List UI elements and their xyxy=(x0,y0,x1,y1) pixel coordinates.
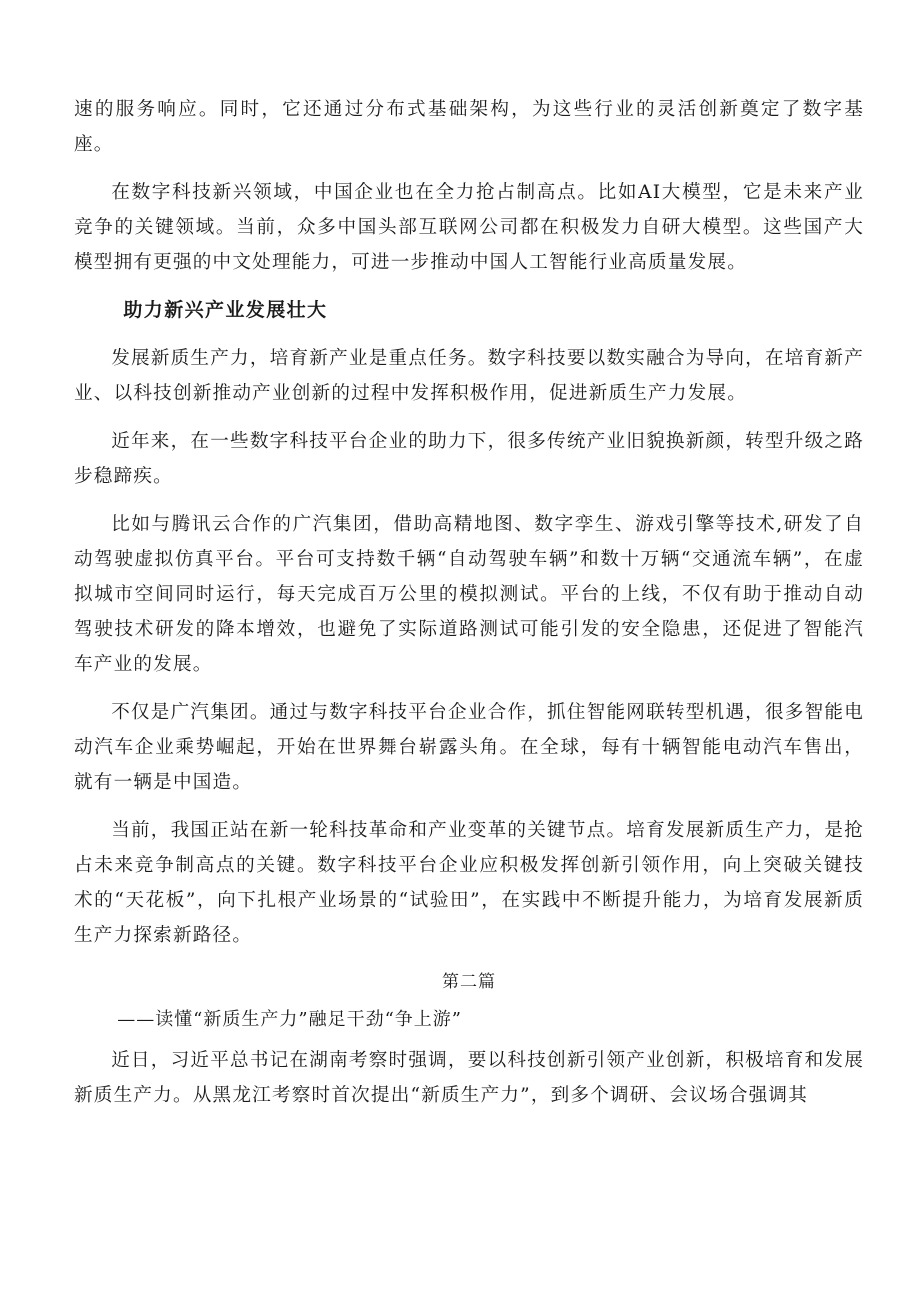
paragraph: 近日，习近平总书记在湖南考察时强调，要以科技创新引领产业创新，积极培育和发展新质生产力。从黑龙江考察时首次提出“新质生产力”，到多个调研、会议场合强调其 xyxy=(74,1050,864,1106)
document-page xyxy=(74,92,864,1126)
paragraph: 比如与腾讯云合作的广汽集团，借助高精地图、数字孪生、游戏引擎等技术,研发了自动驾驶虚拟仿真平台。平台可支持数千辆“自动驾驶车辆”和数十万辆“交通流车辆”，在虚拟城市空间同时运行，每天完成百万公里的模拟测试。平台的上线，不仅有助于推动自动驾驶技术研发的降本增效，也避免了实际道路测试可能引发的安全隐患，还促进了智能汽车产业的发展。 xyxy=(74,514,864,675)
article-subtitle: ——读懂“新质生产力”融足干劲“争上游” xyxy=(117,1009,462,1030)
paragraph: 在数字科技新兴领域，中国企业也在全力抢占制高点。比如AI大模型，它是未来产业竞争的关键领域。当前，众多中国头部互联网公司都在积极发力自研大模型。这些国产大模型拥有更强的中文处理能力，可进一步推动中国人工智能行业高质量发展。 xyxy=(74,182,864,273)
paragraph: 速的服务响应。同时，它还通过分布式基础架构，为这些行业的灵活创新奠定了数字基座。 xyxy=(74,99,864,155)
paragraph: 发展新质生产力，培育新产业是重点任务。数字科技要以数实融合为导向，在培育新产业、以科技创新推动产业创新的过程中发挥积极作用，促进新质生产力发展。 xyxy=(74,348,864,404)
chapter-title: 第二篇 xyxy=(442,972,496,992)
section-heading: 助力新兴产业发展壮大 xyxy=(123,299,328,321)
paragraph: 不仅是广汽集团。通过与数字科技平台企业合作，抓住智能网联转型机遇，很多智能电动汽车企业乘势崛起，开始在世界舞台崭露头角。在全球，每有十辆智能电动汽车售出，就有一辆是中国造。 xyxy=(74,702,864,793)
paragraph: 近年来，在一些数字科技平台企业的助力下，很多传统产业旧貌换新颜，转型升级之路步稳蹄疾。 xyxy=(74,431,864,487)
paragraph: 当前，我国正站在新一轮科技革命和产业变革的关键节点。培育发展新质生产力，是抢占未来竞争制高点的关键。数字科技平台企业应积极发挥创新引领作用，向上突破关键技术的“天花板”，向下扎根产业场景的“试验田”，在实践中不断提升能力，为培育发展新质生产力探索新路径。 xyxy=(74,820,864,946)
